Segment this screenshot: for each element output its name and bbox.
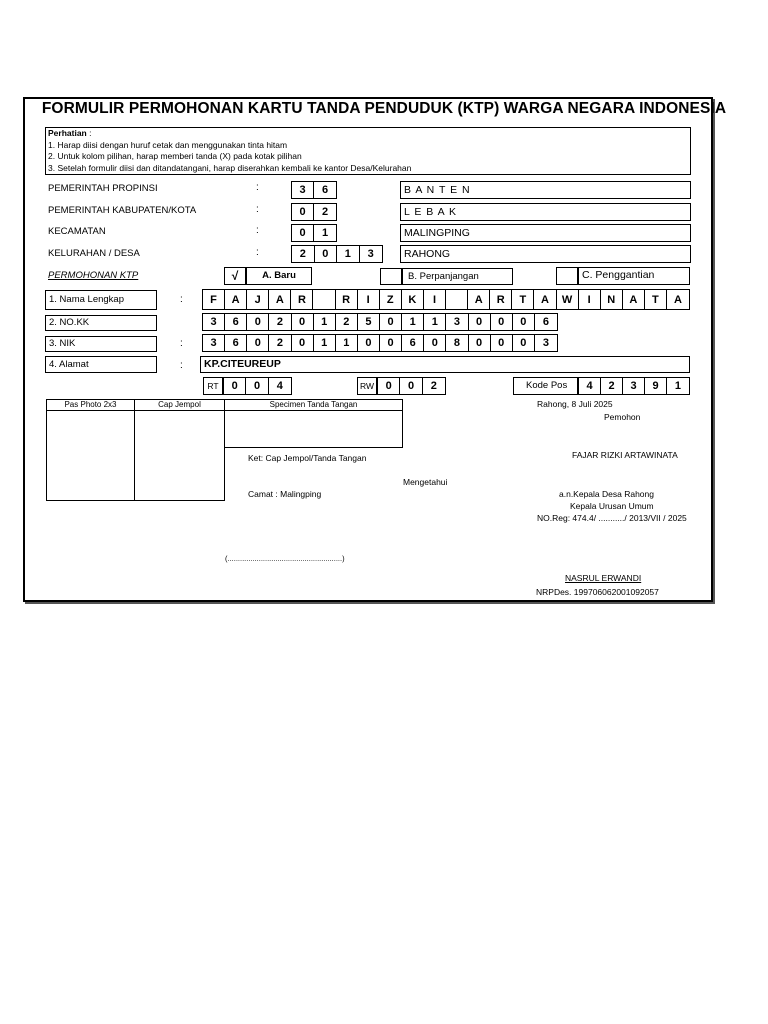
nik-digit: 0 [292,335,314,351]
desa-label: KELURAHAN / DESA [48,248,140,259]
kecamatan-label: KECAMATAN [48,226,106,237]
name-char: W [557,290,579,309]
nik-digit: 0 [424,335,446,351]
kk-digit: 0 [247,314,269,330]
pos-digit: 9 [645,378,667,394]
nik-label: 3. NIK [45,336,157,352]
name-char: R [490,290,512,309]
option-penggantian[interactable]: C. Penggantian [578,267,690,285]
propinsi-colon: : [256,182,259,193]
option-perpanjangan[interactable]: B. Perpanjangan [402,268,513,285]
name-char: K [402,290,424,309]
rw-digit: 0 [400,378,422,394]
rt-label: RT [203,377,223,395]
rw-digit: 2 [430,380,437,392]
applicant-name: FAJAR RIZKI ARTAWINATA [572,450,678,460]
nik-digit: 0 [247,335,269,351]
nik-digit: 6 [402,335,424,351]
photo-box[interactable] [46,410,135,501]
photo-header: Pas Photo 2x3 [46,399,135,411]
nik-digit: 0 [469,335,491,351]
rw-digit: 0 [378,378,400,394]
mengetahui-text: Mengetahui [403,477,448,487]
kk-digit: 1 [314,314,336,330]
code-digit: 2 [292,246,315,262]
nik-digit: 0 [513,335,535,351]
penggantian-checkbox[interactable] [556,267,578,285]
kk-digit: 0 [491,314,513,330]
kk-digit: 5 [358,314,380,330]
code-digit: 1 [321,227,329,239]
propinsi-name[interactable]: B A N T E N [400,181,691,199]
alamat-label: 4. Alamat [45,356,157,373]
propinsi-code[interactable] [291,181,337,199]
rw-label: RW [357,377,377,395]
kecamatan-colon: : [256,225,259,236]
perpanjangan-checkbox[interactable] [380,268,402,285]
name-char: A [674,293,682,306]
kk-digit: 3 [446,314,468,330]
notice-line-1: 1. Harap diisi dengan huruf cetak dan menggunakan tinta hitam [48,139,288,150]
kepala-urusan-text: Kepala Urusan Umum [570,501,654,511]
ket-text: Ket: Cap Jempol/Tanda Tangan [248,453,367,463]
nama-colon: : [180,294,183,305]
name-char: A [269,290,291,309]
name-char: I [424,290,446,309]
code-digit: 0 [292,204,314,220]
kecamatan-code[interactable] [291,224,337,242]
official-nrp: NRPDes. 199706062001092057 [536,587,659,597]
thumb-header: Cap Jempol [134,399,225,411]
nik-digit: 1 [314,335,336,351]
pos-digit: 1 [674,380,682,392]
date-text: Rahong, 8 Juli 2025 [537,399,613,409]
code-digit: 0 [292,225,314,241]
thumb-box[interactable] [134,410,225,501]
code-digit: 1 [337,246,360,262]
kabupaten-name[interactable]: L E B A K [400,203,691,221]
kodepos-cells[interactable] [578,377,690,395]
name-char: A [534,290,556,309]
kk-digit: 0 [513,314,535,330]
kk-digit: 6 [225,314,247,330]
name-char: R [336,290,358,309]
name-char: A [623,290,645,309]
desa-code[interactable] [291,245,383,263]
desa-name[interactable]: RAHONG [400,245,691,263]
name-char: Z [380,290,402,309]
rt-digit: 0 [246,378,268,394]
code-digit: 6 [321,184,329,196]
kk-digit: 0 [380,314,402,330]
nik-digit: 1 [336,335,358,351]
rt-digit: 4 [276,380,283,392]
kk-digit: 3 [203,314,225,330]
rt-digit: 0 [224,378,246,394]
name-char: A [468,290,490,309]
nama-cells[interactable] [202,289,690,310]
name-char: T [645,290,667,309]
nik-digit: 6 [225,335,247,351]
kk-digit: 1 [402,314,424,330]
kecamatan-name[interactable]: MALINGPING [400,224,691,242]
an-kepala-text: a.n.Kepala Desa Rahong [559,489,654,499]
noreg-text: NO.Reg: 474.4/ .........../ 2013/VII / 2025 [537,513,687,523]
nama-label: 1. Nama Lengkap [45,290,157,310]
kabupaten-colon: : [256,204,259,215]
camat-text: Camat : Malingping [248,489,322,499]
nik-digit: 3 [542,337,549,349]
name-char: J [247,290,269,309]
pemohon-text: Pemohon [604,412,641,422]
kabupaten-label: PEMERINTAH KABUPATEN/KOTA [48,205,197,216]
permohonan-label: PERMOHONAN KTP [48,270,139,281]
name-char: N [601,290,623,309]
kk-digit: 2 [269,314,291,330]
alamat-input[interactable]: KP.CITEUREUP [200,356,690,373]
pos-digit: 2 [601,378,623,394]
nik-digit: 0 [491,335,513,351]
name-char: A [225,290,247,309]
name-char: R [291,290,313,309]
name-char [446,290,468,309]
form-title: FORMULIR PERMOHONAN KARTU TANDA PENDUDUK (KTP) WARGA NEGARA INDONESIA [41,100,727,117]
kk-digit: 0 [469,314,491,330]
option-baru[interactable]: A. Baru [246,267,312,285]
kk-digit: 1 [424,314,446,330]
nokk-label: 2. NO.KK [45,315,157,331]
nik-cells[interactable] [202,334,558,352]
desa-colon: : [256,247,259,258]
code-digit: 3 [367,248,374,260]
notice-line-2: 2. Untuk kolom pilihan, harap memberi tanda (X) pada kotak pilihan [48,151,302,161]
name-char [313,290,335,309]
permohonan-checkbox[interactable]: √ [224,267,246,285]
official-name: NASRUL ERWANDI [565,573,642,583]
name-char: I [579,290,601,309]
rt-cells[interactable] [223,377,292,395]
nik-digit: 0 [380,335,402,351]
notice-box [45,127,691,175]
kodepos-label: Kode Pos [513,377,578,395]
name-char: T [512,290,534,309]
signature-header: Specimen Tanda Tangan [224,399,403,411]
code-digit: 3 [292,182,314,198]
name-char: F [203,290,225,309]
signature-box[interactable] [224,410,403,448]
kk-digit: 0 [292,314,314,330]
nik-digit: 0 [358,335,380,351]
propinsi-label: PEMERINTAH PROPINSI [48,183,158,194]
nokk-cells[interactable] [202,313,558,331]
notice-line-3: 3. Setelah formulir diisi dan ditandatangani, harap diserahkan kembali ke kantor Desa/Kelurahan [48,162,412,173]
nik-digit: 8 [446,335,468,351]
nik-colon: : [180,338,183,349]
rw-cells[interactable] [377,377,446,395]
kk-digit: 6 [542,316,549,328]
nik-digit: 3 [203,335,225,351]
notice-heading: Perhatian : [48,128,92,138]
code-digit: 0 [315,246,338,262]
pos-digit: 4 [579,378,601,394]
camat-signature-line: (.......................................................) [225,554,345,563]
name-char: I [358,290,380,309]
kabupaten-code[interactable] [291,203,337,221]
kk-digit: 2 [336,314,358,330]
alamat-colon: : [180,360,183,371]
pos-digit: 3 [623,378,645,394]
code-digit: 2 [321,206,329,218]
nik-digit: 2 [269,335,291,351]
